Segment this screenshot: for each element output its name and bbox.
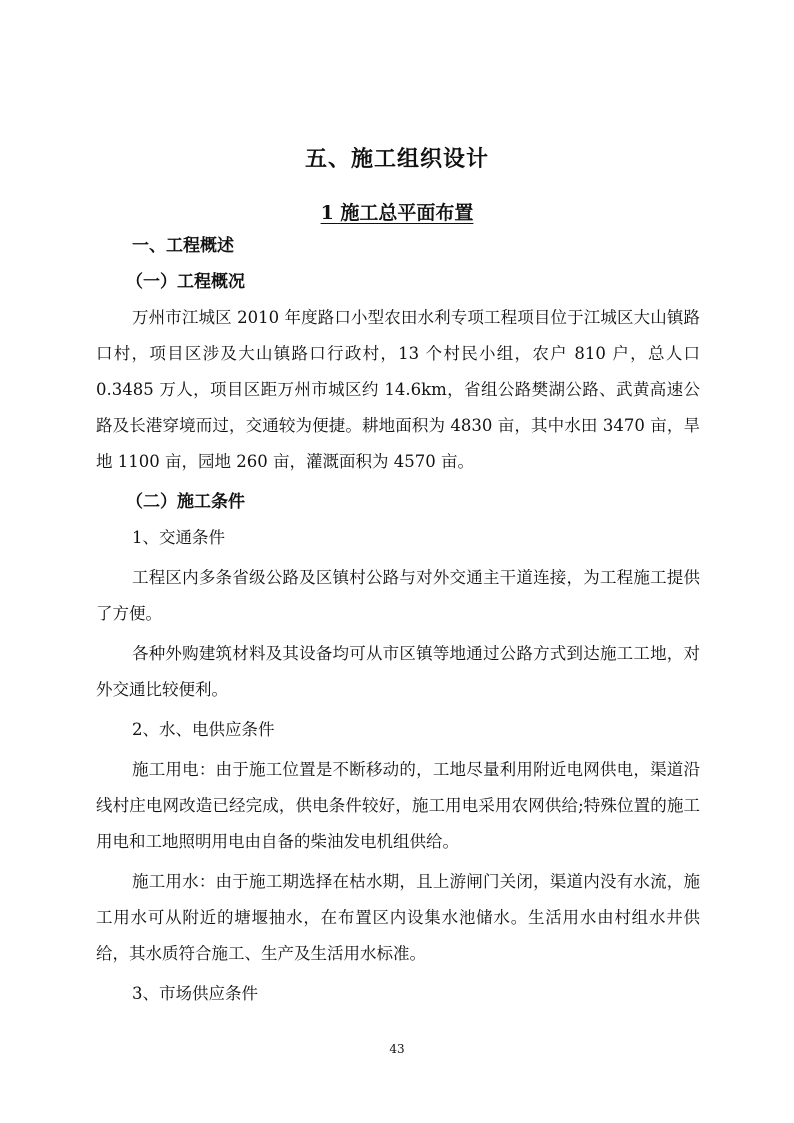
body-text (96, 228, 700, 1012)
section-title: 1 施工总平面布置 (320, 202, 474, 224)
paragraph-traffic-2: 各种外购建筑材料及其设备均可从市区镇等地通过公路方式到达施工工地，对外交通比较便利。 (96, 644, 700, 699)
paragraph-traffic-1: 工程区内多条省级公路及区镇村公路与对外交通主干道连接，为工程施工提供了方便。 (96, 568, 700, 623)
paragraph-power: 施工用电：由于施工位置是不断移动的，工地尽量利用附近电网供电，渠道沿线村庄电网改造已经完成，供电条件较好，施工用电采用农网供给;特殊位置的施工用电和工地照明用电由自备的柴油发电机组供给。 (96, 760, 700, 851)
heading-overview: 一、工程概述 (132, 236, 234, 256)
chapter-title: 五、施工组织设计 (304, 146, 489, 172)
item-traffic: 1、交通条件 (132, 528, 225, 547)
item-water-power: 2、水、电供应条件 (132, 720, 275, 739)
paragraph-water: 施工用水：由于施工期选择在枯水期，且上游闸门关闭，渠道内没有水流，施工用水可从附近的塘堰抽水，在布置区内设集水池储水。生活用水由村组水井供给，其水质符合施工、生产及生活用水标准。 (96, 872, 700, 963)
section-title-wrapper (0, 198, 794, 225)
item-market: 3、市场供应条件 (132, 984, 258, 1003)
subheading-situation: （一）工程概况 (126, 272, 245, 292)
paragraph-situation: 万州市江城区 2010 年度路口小型农田水利专项工程项目位于江城区大山镇路口村，项目区涉及大山镇路口行政村，13 个村民小组，农户 810 户，总人口 0.3485 万人，项目区距万州市城区约 14.6km，省组公路樊湖公路、武黄高速公路及长港穿境而过，交通较为便捷。耕地面积为 4830 亩，其中水田 3470 亩，旱地 1100 亩，园地 260 亩，灌溉面积为 4570 亩。 (96, 308, 700, 471)
subheading-conditions: （二）施工条件 (126, 492, 245, 512)
page-number: 43 (389, 1042, 405, 1056)
